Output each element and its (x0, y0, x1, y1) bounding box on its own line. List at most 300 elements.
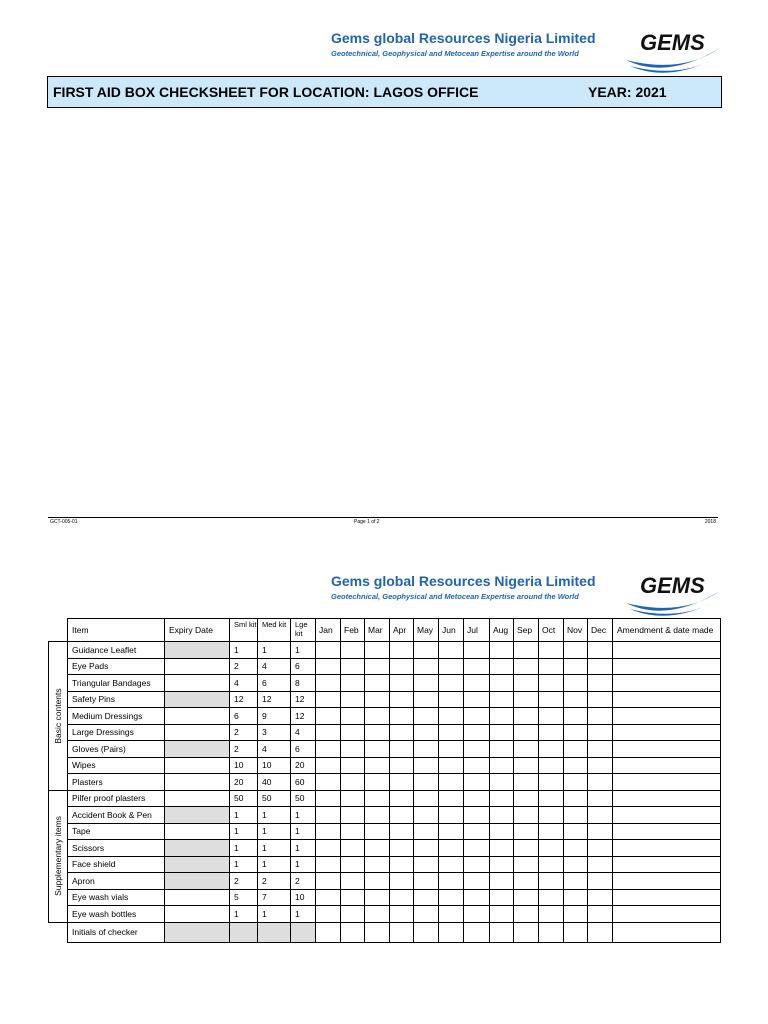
month-check-cell[interactable] (464, 741, 490, 758)
expiry-date-cell[interactable] (165, 724, 230, 741)
month-check-cell[interactable] (514, 741, 539, 758)
month-check-cell[interactable] (490, 774, 514, 791)
table-row (49, 856, 721, 873)
amendment-cell[interactable] (613, 724, 721, 741)
month-check-cell[interactable] (464, 691, 490, 708)
month-check-cell[interactable] (390, 757, 414, 774)
month-check-cell[interactable] (564, 840, 588, 857)
month-check-cell[interactable] (365, 889, 390, 906)
month-check-cell[interactable] (490, 906, 514, 923)
item-cell: Apron (68, 873, 165, 890)
expiry-date-cell[interactable] (165, 823, 230, 840)
month-check-cell[interactable] (414, 823, 439, 840)
amendment-cell[interactable] (613, 642, 721, 659)
month-check-cell[interactable] (564, 889, 588, 906)
month-check-cell[interactable] (514, 906, 539, 923)
month-check-cell[interactable] (390, 708, 414, 725)
month-check-cell[interactable] (464, 675, 490, 692)
month-check-cell[interactable] (564, 724, 588, 741)
month-check-cell[interactable] (316, 741, 341, 758)
amendment-header: Amendment & date made (613, 619, 721, 642)
month-check-cell[interactable] (390, 807, 414, 824)
month-check-cell[interactable] (316, 642, 341, 659)
month-check-cell[interactable] (588, 658, 613, 675)
month-check-cell[interactable] (490, 658, 514, 675)
month-check-cell[interactable] (588, 675, 613, 692)
month-check-cell[interactable] (588, 757, 613, 774)
expiry-date-cell[interactable] (165, 691, 230, 708)
month-check-cell[interactable] (439, 708, 464, 725)
sml-kit-cell: 2 (230, 741, 258, 758)
month-header-apr: Apr (390, 619, 414, 642)
table-row (49, 889, 721, 906)
month-check-cell[interactable] (390, 691, 414, 708)
month-check-cell[interactable] (414, 658, 439, 675)
month-check-cell[interactable] (564, 873, 588, 890)
expiry-date-cell[interactable] (165, 807, 230, 824)
month-check-cell[interactable] (414, 856, 439, 873)
month-check-cell[interactable] (316, 691, 341, 708)
month-check-cell[interactable] (439, 790, 464, 807)
month-check-cell[interactable] (588, 840, 613, 857)
sml-kit-cell: 1 (230, 856, 258, 873)
month-check-cell[interactable] (341, 675, 365, 692)
month-check-cell[interactable] (490, 823, 514, 840)
month-check-cell[interactable] (316, 856, 341, 873)
amendment-cell[interactable] (613, 856, 721, 873)
month-check-cell[interactable] (439, 840, 464, 857)
initials-month-cell[interactable] (490, 922, 514, 942)
month-check-cell[interactable] (588, 691, 613, 708)
month-check-cell[interactable] (588, 823, 613, 840)
item-cell: Triangular Bandages (68, 675, 165, 692)
month-check-cell[interactable] (490, 642, 514, 659)
lge-kit-cell: 4 (291, 724, 316, 741)
sml-kit-cell: 50 (230, 790, 258, 807)
month-check-cell[interactable] (414, 790, 439, 807)
month-check-cell[interactable] (414, 757, 439, 774)
month-check-cell[interactable] (588, 642, 613, 659)
month-check-cell[interactable] (390, 774, 414, 791)
month-check-cell[interactable] (316, 790, 341, 807)
month-check-cell[interactable] (414, 642, 439, 659)
expiry-date-cell[interactable] (165, 675, 230, 692)
med-kit-cell: 1 (258, 642, 291, 659)
month-check-cell[interactable] (341, 823, 365, 840)
month-check-cell[interactable] (414, 741, 439, 758)
expiry-date-cell[interactable] (165, 790, 230, 807)
month-check-cell[interactable] (588, 774, 613, 791)
month-check-cell[interactable] (564, 790, 588, 807)
table-row (49, 840, 721, 857)
month-check-cell[interactable] (439, 757, 464, 774)
month-check-cell[interactable] (439, 889, 464, 906)
initials-month-cell[interactable] (539, 922, 564, 942)
month-check-cell[interactable] (341, 741, 365, 758)
initials-month-cell[interactable] (365, 922, 390, 942)
month-check-cell[interactable] (439, 691, 464, 708)
month-check-cell[interactable] (390, 873, 414, 890)
month-check-cell[interactable] (341, 873, 365, 890)
amendment-cell[interactable] (613, 708, 721, 725)
item-cell: Face shield (68, 856, 165, 873)
month-check-cell[interactable] (341, 708, 365, 725)
month-check-cell[interactable] (539, 691, 564, 708)
month-check-cell[interactable] (365, 724, 390, 741)
month-check-cell[interactable] (588, 889, 613, 906)
month-check-cell[interactable] (316, 873, 341, 890)
month-check-cell[interactable] (588, 708, 613, 725)
amendment-cell[interactable] (613, 675, 721, 692)
month-check-cell[interactable] (464, 774, 490, 791)
month-check-cell[interactable] (490, 757, 514, 774)
sml-kit-cell: 1 (230, 840, 258, 857)
lge-kit-cell: 2 (291, 873, 316, 890)
month-check-cell[interactable] (390, 823, 414, 840)
month-check-cell[interactable] (341, 856, 365, 873)
month-check-cell[interactable] (564, 741, 588, 758)
group-basic-contents (49, 642, 68, 791)
expiry-date-cell[interactable] (165, 757, 230, 774)
month-check-cell[interactable] (414, 675, 439, 692)
month-check-cell[interactable] (490, 873, 514, 890)
table-row (49, 658, 721, 675)
amendment-cell[interactable] (613, 658, 721, 675)
amendment-cell[interactable] (613, 889, 721, 906)
month-check-cell[interactable] (564, 856, 588, 873)
amendment-cell[interactable] (613, 774, 721, 791)
expiry-date-cell[interactable] (165, 642, 230, 659)
month-check-cell[interactable] (490, 708, 514, 725)
month-check-cell[interactable] (365, 658, 390, 675)
table-row (49, 906, 721, 923)
month-check-cell[interactable] (464, 790, 490, 807)
month-check-cell[interactable] (564, 658, 588, 675)
month-check-cell[interactable] (390, 889, 414, 906)
month-check-cell[interactable] (490, 840, 514, 857)
month-check-cell[interactable] (365, 840, 390, 857)
month-check-cell[interactable] (365, 906, 390, 923)
month-check-cell[interactable] (539, 840, 564, 857)
month-check-cell[interactable] (439, 906, 464, 923)
month-check-cell[interactable] (514, 823, 539, 840)
month-check-cell[interactable] (564, 807, 588, 824)
month-check-cell[interactable] (439, 823, 464, 840)
month-check-cell[interactable] (316, 675, 341, 692)
month-check-cell[interactable] (341, 757, 365, 774)
expiry-date-cell[interactable] (165, 840, 230, 857)
amendment-cell[interactable] (613, 807, 721, 824)
expiry-date-cell[interactable] (165, 889, 230, 906)
month-check-cell[interactable] (390, 856, 414, 873)
amendment-cell[interactable] (613, 691, 721, 708)
month-check-cell[interactable] (464, 807, 490, 824)
lge-kit-cell: 60 (291, 774, 316, 791)
month-check-cell[interactable] (316, 774, 341, 791)
month-check-cell[interactable] (439, 873, 464, 890)
month-check-cell[interactable] (514, 708, 539, 725)
month-check-cell[interactable] (490, 889, 514, 906)
initials-month-cell[interactable] (414, 922, 439, 942)
sml-kit-cell: 6 (230, 708, 258, 725)
month-check-cell[interactable] (539, 906, 564, 923)
lge-kit-cell: 12 (291, 708, 316, 725)
month-check-cell[interactable] (490, 741, 514, 758)
initials-month-cell[interactable] (564, 922, 588, 942)
month-check-cell[interactable] (414, 708, 439, 725)
sml-kit-cell: 5 (230, 889, 258, 906)
table-row (49, 807, 721, 824)
checksheet-table (48, 618, 721, 943)
month-check-cell[interactable] (564, 675, 588, 692)
month-check-cell[interactable] (439, 856, 464, 873)
month-check-cell[interactable] (439, 774, 464, 791)
month-check-cell[interactable] (439, 724, 464, 741)
initials-month-cell[interactable] (588, 922, 613, 942)
month-check-cell[interactable] (316, 807, 341, 824)
month-header-mar: Mar (365, 619, 390, 642)
month-check-cell[interactable] (414, 807, 439, 824)
amendment-cell[interactable] (613, 840, 721, 857)
month-check-cell[interactable] (341, 724, 365, 741)
expiry-date-cell[interactable] (165, 741, 230, 758)
item-cell: Wipes (68, 757, 165, 774)
month-check-cell[interactable] (316, 906, 341, 923)
initials-month-cell[interactable] (439, 922, 464, 942)
month-check-cell[interactable] (464, 873, 490, 890)
month-check-cell[interactable] (539, 790, 564, 807)
month-check-cell[interactable] (490, 724, 514, 741)
month-check-cell[interactable] (539, 757, 564, 774)
month-check-cell[interactable] (539, 873, 564, 890)
month-check-cell[interactable] (365, 873, 390, 890)
month-check-cell[interactable] (414, 691, 439, 708)
month-check-cell[interactable] (490, 691, 514, 708)
month-check-cell[interactable] (414, 840, 439, 857)
month-check-cell[interactable] (390, 642, 414, 659)
month-check-cell[interactable] (365, 691, 390, 708)
month-check-cell[interactable] (439, 741, 464, 758)
month-check-cell[interactable] (316, 658, 341, 675)
month-check-cell[interactable] (514, 675, 539, 692)
month-check-cell[interactable] (341, 807, 365, 824)
month-check-cell[interactable] (464, 889, 490, 906)
med-kit-cell: 9 (258, 708, 291, 725)
month-check-cell[interactable] (564, 906, 588, 923)
month-check-cell[interactable] (365, 757, 390, 774)
month-check-cell[interactable] (365, 708, 390, 725)
initials-row (49, 922, 721, 942)
month-check-cell[interactable] (490, 856, 514, 873)
expiry-date-cell[interactable] (165, 856, 230, 873)
initials-label: Initials of checker (68, 922, 165, 942)
month-check-cell[interactable] (539, 675, 564, 692)
month-check-cell[interactable] (439, 807, 464, 824)
month-check-cell[interactable] (414, 774, 439, 791)
month-check-cell[interactable] (316, 840, 341, 857)
amendment-cell[interactable] (613, 790, 721, 807)
month-check-cell[interactable] (365, 774, 390, 791)
month-check-cell[interactable] (414, 906, 439, 923)
lge-kit-cell: 50 (291, 790, 316, 807)
month-check-cell[interactable] (539, 807, 564, 824)
month-check-cell[interactable] (514, 790, 539, 807)
month-check-cell[interactable] (514, 807, 539, 824)
month-check-cell[interactable] (365, 823, 390, 840)
month-check-cell[interactable] (464, 708, 490, 725)
month-check-cell[interactable] (316, 823, 341, 840)
month-check-cell[interactable] (514, 757, 539, 774)
month-check-cell[interactable] (341, 691, 365, 708)
month-check-cell[interactable] (464, 906, 490, 923)
month-check-cell[interactable] (464, 658, 490, 675)
month-check-cell[interactable] (464, 642, 490, 659)
month-check-cell[interactable] (514, 856, 539, 873)
month-check-cell[interactable] (341, 790, 365, 807)
amendment-cell[interactable] (613, 741, 721, 758)
month-check-cell[interactable] (439, 675, 464, 692)
month-check-cell[interactable] (439, 642, 464, 659)
month-check-cell[interactable] (365, 675, 390, 692)
month-check-cell[interactable] (514, 724, 539, 741)
month-check-cell[interactable] (365, 790, 390, 807)
month-check-cell[interactable] (341, 658, 365, 675)
month-check-cell[interactable] (490, 790, 514, 807)
table-row (49, 642, 721, 659)
item-header: Item (68, 619, 165, 642)
month-check-cell[interactable] (539, 856, 564, 873)
month-check-cell[interactable] (316, 757, 341, 774)
expiry-date-cell[interactable] (165, 708, 230, 725)
month-check-cell[interactable] (514, 873, 539, 890)
month-check-cell[interactable] (341, 906, 365, 923)
med-kit-cell: 7 (258, 889, 291, 906)
month-check-cell[interactable] (588, 790, 613, 807)
month-check-cell[interactable] (464, 823, 490, 840)
month-check-cell[interactable] (414, 873, 439, 890)
month-check-cell[interactable] (588, 741, 613, 758)
month-check-cell[interactable] (539, 658, 564, 675)
company-name: Gems global Resources Nigeria Limited (331, 30, 596, 46)
sml-kit-cell: 10 (230, 757, 258, 774)
month-check-cell[interactable] (588, 873, 613, 890)
month-check-cell[interactable] (464, 724, 490, 741)
amendment-cell[interactable] (613, 757, 721, 774)
initials-month-cell[interactable] (514, 922, 539, 942)
month-check-cell[interactable] (588, 807, 613, 824)
month-check-cell[interactable] (564, 774, 588, 791)
month-check-cell[interactable] (564, 823, 588, 840)
gems-logo (622, 30, 722, 78)
month-check-cell[interactable] (588, 724, 613, 741)
month-check-cell[interactable] (316, 889, 341, 906)
month-check-cell[interactable] (341, 642, 365, 659)
expiry-date-cell[interactable] (165, 906, 230, 923)
month-check-cell[interactable] (539, 774, 564, 791)
month-check-cell[interactable] (341, 840, 365, 857)
month-check-cell[interactable] (464, 757, 490, 774)
initials-month-cell[interactable] (390, 922, 414, 942)
month-header-sep: Sep (514, 619, 539, 642)
initials-amendment-cell[interactable] (613, 922, 721, 942)
month-check-cell[interactable] (588, 856, 613, 873)
month-check-cell[interactable] (514, 840, 539, 857)
month-check-cell[interactable] (316, 724, 341, 741)
month-check-cell[interactable] (365, 856, 390, 873)
initials-month-cell[interactable] (341, 922, 365, 942)
med-kit-cell: 1 (258, 823, 291, 840)
sml-kit-cell: 4 (230, 675, 258, 692)
month-check-cell[interactable] (390, 658, 414, 675)
sml-kit-cell: 20 (230, 774, 258, 791)
month-check-cell[interactable] (539, 724, 564, 741)
month-check-cell[interactable] (390, 840, 414, 857)
month-check-cell[interactable] (439, 658, 464, 675)
initials-month-cell[interactable] (464, 922, 490, 942)
month-check-cell[interactable] (514, 889, 539, 906)
group-label: Basic contents (53, 688, 63, 744)
month-check-cell[interactable] (490, 807, 514, 824)
month-check-cell[interactable] (564, 691, 588, 708)
month-check-cell[interactable] (464, 856, 490, 873)
month-check-cell[interactable] (414, 724, 439, 741)
month-check-cell[interactable] (514, 774, 539, 791)
month-check-cell[interactable] (390, 675, 414, 692)
month-header-jan: Jan (316, 619, 341, 642)
amendment-cell[interactable] (613, 873, 721, 890)
month-check-cell[interactable] (588, 906, 613, 923)
sml-kit-cell: 2 (230, 873, 258, 890)
footer-year: 2018 (704, 519, 716, 525)
initials-month-cell[interactable] (316, 922, 341, 942)
month-check-cell[interactable] (564, 757, 588, 774)
month-check-cell[interactable] (316, 708, 341, 725)
month-check-cell[interactable] (365, 642, 390, 659)
sml-kit-cell: 1 (230, 823, 258, 840)
month-check-cell[interactable] (539, 642, 564, 659)
month-check-cell[interactable] (539, 741, 564, 758)
month-check-cell[interactable] (365, 741, 390, 758)
amendment-cell[interactable] (613, 823, 721, 840)
item-cell: Safety Pins (68, 691, 165, 708)
month-check-cell[interactable] (390, 790, 414, 807)
month-check-cell[interactable] (390, 724, 414, 741)
month-check-cell[interactable] (365, 807, 390, 824)
expiry-date-cell[interactable] (165, 873, 230, 890)
month-check-cell[interactable] (464, 840, 490, 857)
month-check-cell[interactable] (390, 741, 414, 758)
month-check-cell[interactable] (414, 889, 439, 906)
month-check-cell[interactable] (539, 823, 564, 840)
month-check-cell[interactable] (514, 691, 539, 708)
month-check-cell[interactable] (490, 675, 514, 692)
month-check-cell[interactable] (390, 906, 414, 923)
month-check-cell[interactable] (564, 642, 588, 659)
table-row (49, 757, 721, 774)
month-check-cell[interactable] (514, 658, 539, 675)
month-check-cell[interactable] (341, 774, 365, 791)
month-check-cell[interactable] (564, 708, 588, 725)
expiry-date-cell[interactable] (165, 774, 230, 791)
expiry-date-cell[interactable] (165, 658, 230, 675)
sml-kit-cell: 1 (230, 807, 258, 824)
lge-kit-cell: 1 (291, 823, 316, 840)
month-check-cell[interactable] (514, 642, 539, 659)
amendment-cell[interactable] (613, 906, 721, 923)
month-check-cell[interactable] (539, 889, 564, 906)
month-check-cell[interactable] (539, 708, 564, 725)
month-check-cell[interactable] (341, 889, 365, 906)
